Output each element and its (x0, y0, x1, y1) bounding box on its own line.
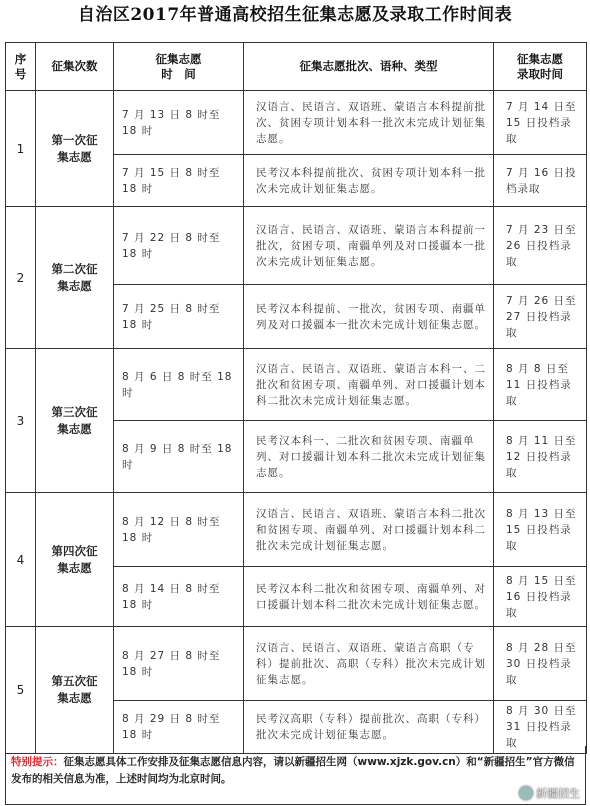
admission-time: 8 月 13 日至 15 日投档录取 (494, 493, 587, 567)
application-time: 8 月 12 日 8 时至 18 时 (114, 493, 244, 567)
application-time: 7 月 15 日 8 时至 18 时 (114, 155, 244, 207)
round-name: 第四次征 集志愿 (36, 493, 114, 627)
round-number: 2 (6, 207, 36, 349)
wechat-logo-icon (519, 786, 533, 800)
round-name: 第二次征 集志愿 (36, 207, 114, 349)
batch-description: 汉语言、民语言、双语班、蒙语言本科一、二批次和贫困专项、南疆单列、对口援疆计划本科二批次未完成计划征集志愿。 (244, 349, 494, 421)
special-note (5, 746, 586, 805)
batch-description: 汉语言、民语言、双语班、蒙语言本科提前一批次，贫困专项、南疆单列及对口援疆本一批次未完成计划征集志愿。 (244, 207, 494, 285)
table-row (6, 91, 587, 155)
admission-time: 8 月 30 日至 31 日投档录取 (494, 701, 587, 754)
schedule-table (5, 42, 587, 754)
round-number: 1 (6, 91, 36, 207)
note-label: 特别提示： (11, 756, 64, 768)
application-time: 7 月 25 日 8 时至 18 时 (114, 285, 244, 349)
round-number: 4 (6, 493, 36, 627)
round-number: 3 (6, 349, 36, 493)
table-body (6, 91, 587, 754)
watermark-text: 新疆招生 (536, 787, 580, 800)
note-text: 征集志愿具体工作安排及征集志愿信息内容，请以新疆招生网（www.xjzk.gov.cn）和“新疆招生”官方微信发布的相关信息为准，上述时间均为北京时间。 (11, 756, 575, 785)
round-name: 第三次征 集志愿 (36, 349, 114, 493)
round-number: 5 (6, 627, 36, 754)
admission-time: 8 月 11 日至 12 日投档录取 (494, 421, 587, 493)
table-header-row (6, 43, 587, 91)
batch-description: 民考汉本科一、二批次和贫困专项、南疆单列、对口援疆计划本科二批次未完成计划征集志愿。 (244, 421, 494, 493)
application-time: 8 月 6 日 8 时至 18 时 (114, 349, 244, 421)
round-name: 第一次征 集志愿 (36, 91, 114, 207)
admission-time: 7 月 16 日投档录取 (494, 155, 587, 207)
application-time: 8 月 14 日 8 时至 18 时 (114, 567, 244, 627)
application-time: 7 月 22 日 8 时至 18 时 (114, 207, 244, 285)
header-no: 序号 (6, 43, 36, 91)
header-round: 征集次数 (36, 43, 114, 91)
admission-time: 7 月 14 日至 15 日投档录取 (494, 91, 587, 155)
header-admit: 征集志愿 录取时间 (494, 43, 587, 91)
admission-time: 8 月 28 日至 30 日投档录取 (494, 627, 587, 701)
page-title: 自治区2017年普通高校招生征集志愿及录取工作时间表 (77, 5, 513, 25)
header-batch: 征集志愿批次、语种、类型 (244, 43, 494, 91)
batch-description: 汉语言、民语言、双语班、蒙语言本科二批次和贫困专项、南疆单列、对口援疆计划本科二批次未完成计划征集志愿。 (244, 493, 494, 567)
batch-description: 汉语言、民语言、双语班、蒙语言高职（专科）提前批次、高职（专科）批次未完成计划征集志愿。 (244, 627, 494, 701)
application-time: 8 月 27 日 8 时至 18 时 (114, 627, 244, 701)
batch-description: 民考汉高职（专科）提前批次、高职（专科）批次未完成计划征集志愿。 (244, 701, 494, 754)
admission-time: 8 月 8 日至 11 日投档录取 (494, 349, 587, 421)
round-name: 第五次征 集志愿 (36, 627, 114, 754)
batch-description: 汉语言、民语言、双语班、蒙语言本科提前批次、贫困专项计划本科一批次未完成计划征集志愿。 (244, 91, 494, 155)
table-row (6, 627, 587, 701)
application-time: 8 月 29 日 8 时至 18 时 (114, 701, 244, 754)
application-time: 8 月 9 日 8 时至 18 时 (114, 421, 244, 493)
admission-time: 7 月 26 日至 27 日投档录取 (494, 285, 587, 349)
table-row (6, 207, 587, 285)
watermark (519, 785, 580, 801)
table-row (6, 349, 587, 421)
table-row (6, 493, 587, 567)
admission-time: 7 月 23 日至 26 日投档录取 (494, 207, 587, 285)
batch-description: 民考汉本科提前批次、贫困专项计划本科一批次未完成计划征集志愿。 (244, 155, 494, 207)
application-time: 7 月 13 日 8 时至 18 时 (114, 91, 244, 155)
batch-description: 民考汉本科提前、一批次，贫困专项、南疆单列及对口援疆本一批次未完成计划征集志愿。 (244, 285, 494, 349)
batch-description: 民考汉本科二批次和贫困专项、南疆单列、对口援疆计划本科二批次未完成计划征集志愿。 (244, 567, 494, 627)
header-time: 征集志愿 时 间 (114, 43, 244, 91)
admission-time: 8 月 15 日至 16 日投档录取 (494, 567, 587, 627)
